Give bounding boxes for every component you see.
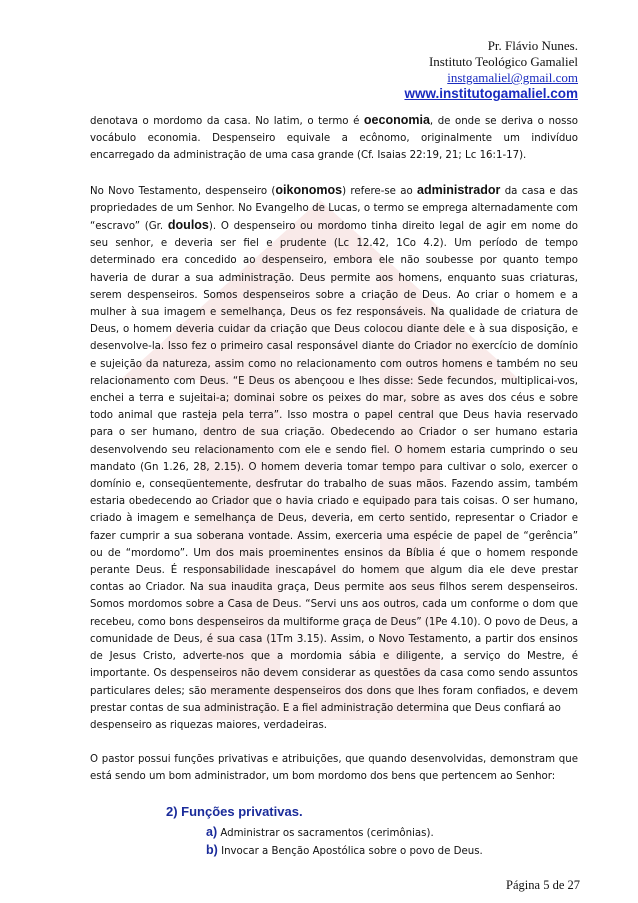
text-span: da casa e das propriedades de um Senhor. No Evangelho de Lucas, o termo se emprega alternadamente com “escravo” (Gr. <box>90 185 578 233</box>
keyword-oikonomos: oikonomos <box>275 182 343 197</box>
text-span: denotava o mordomo da casa. No latim, o termo é <box>90 116 364 127</box>
keyword-doulos: doulos <box>167 218 209 233</box>
keyword-oeconomia: oeconomia <box>363 113 430 127</box>
list-text: Administrar os sacramentos (cerimônias). <box>220 827 434 839</box>
website-link[interactable]: www.institutogamaliel.com <box>404 86 578 101</box>
text-span: ) refere-se ao <box>342 185 418 197</box>
paragraph-novo-testamento <box>90 182 578 717</box>
list-text: Invocar a Benção Apostólica sobre o povo de Deus. <box>221 845 483 857</box>
page-header <box>404 38 578 102</box>
list-letter: a) <box>206 824 218 839</box>
section-title: 2) Funções privativas. <box>166 803 303 819</box>
paragraph-pastor: O pastor possui funções privativas e atribuições, que quando desenvolvidas, demonstram que está sendo um bom administrador, um bom mordomo dos bens que pertencem ao Senhor: <box>90 754 578 783</box>
paragraph-oeconomia <box>90 112 578 165</box>
author-name: Pr. Flávio Nunes. <box>487 38 578 53</box>
keyword-administrador: administrador <box>417 182 501 197</box>
list-item <box>206 824 578 842</box>
list-letter: b) <box>206 842 218 857</box>
email-link[interactable]: instgamaliel@gmail.com <box>447 70 578 85</box>
text-span: , de onde se deriva o nosso vocábulo economia. Despenseiro equivale a ecônomo, originalmente um indivíduo encarregado da administração de uma casa grande (Cf. Isaias 22:19, 21; Lc 16:1-17). <box>90 116 578 162</box>
text-span: ). O despenseiro ou mordomo tinha direito legal de agir em nome do seu senhor, e deveria ser fiel e prudente (Lc 12.42, 1Co 4.2). Um período de tempo determinado era concedido ao despenseiro, embora ele não soubesse por quanto tempo haveria de durar a sua administração. Deus permite aos homens, enquanto suas criaturas, serem despenseiros. Somos despenseiros sobre a criação de Deus. Ao criar o homem e a mulher à sua imagem e semelhança, Deus os fez responsáveis. Na qualidade de criatura de Deus, o homem deveria cuidar da criação que Deus colocou diante dele e à sua disposição, e desenvolve-la. Isso fez o primeiro casal responsável diante do Criador no exercício de domínio e sujeição da natureza, assim como no relacionamento com outros homens e também no seu relacionamento com Deus. “E Deus os abençoou e lhes disse: Sede fecundos, multiplicai-vos, enchei a terra e sujeitai-a; dominai sobre os peixes do mar, sobre as aves dos céus e sobre todo animal que rasteja pela terra”. Isso mostra o papel central que Deus havia reservado para o ser humano, dentro de sua criação. Obedecendo ao Criador o ser humano estaria desenvolvendo seu relacionamento com ele e sendo fiel. O homem estaria cumprindo o seu mandato (Gn 1.26, 28, 2.15). O homem deveria tomar tempo para cultivar o solo, exercer o domínio e, conseqüentemente, desfrutar do trabalho de suas mãos. Fazendo assim, também estaria obedecendo ao Criador que o havia criado e equipado para tais coisas. O ser humano, criado à imagem e semelhança de Deus, deveria, em certo sentido, representar o Criador e fazer cumprir a sua soberana vontade. Assim, exerceria uma espécie de papel de “gerência” ou de “mordomo”. Um dos mais proeminentes ensinos da Bíblia é que o homem responde perante Deus. É responsabilidade inescapável do homem que algum dia ele deve prestar contas ao Criador. Na sua inaudita graça, Deus permite aos seus filhos serem despenseiros. Somos mordomos sobre a Casa de Deus. “Servi uns aos outros, cada um conforme o dom que recebeu, como bons despenseiros da multiforme graça de Deus” (1Pe 4.10). O povo de Deus, a comunidade de Deus, é sua casa (1Tm 3.15). Assim, o Novo Testamento, a partir dos ensinos de Jesus Cristo, adverte-nos que a mordomia sábia e diligente, a serviço do Mestre, é importante. Os despenseiros não devem considerar as questões da casa como sendo assuntos particulares deles; são meramente despenseiros dos dons que lhes foram confiados, e devem prestar contas de sua administração. E a fiel administração determina que Deus confiará ao <box>90 221 578 714</box>
document-body <box>90 112 578 860</box>
text-span: No Novo Testamento, despenseiro ( <box>90 185 276 197</box>
page-number: Página 5 de 27 <box>506 878 580 892</box>
paragraph-last-line: despenseiro as riquezas maiores, verdadeiras. <box>90 719 328 731</box>
institute-name: Instituto Teológico Gamaliel <box>428 54 578 69</box>
list-item <box>206 842 578 860</box>
